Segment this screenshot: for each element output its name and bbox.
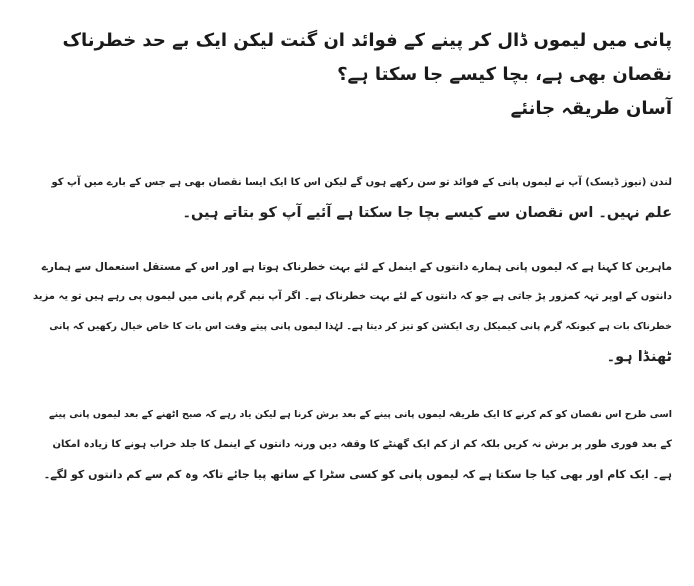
paragraph-2-line-4: ٹھنڈا ہو۔ (606, 349, 672, 365)
paragraph-3-line-3: ہے۔ ایک کام اور بھی کیا جا سکتا ہے کہ لیموں پانی کو کسی سٹرا کے ساتھ پیا جائے تاکہ وہ کم سے کم دانتوں کو لگے۔ (43, 468, 672, 481)
article-paragraph-1 (22, 168, 672, 228)
article-headline (22, 24, 672, 126)
paragraph-1-line-2: علم نہیں۔ اس نقصان سے کیسے بچا جا سکتا ہے آئیے آپ کو بتاتے ہیں۔ (182, 205, 672, 221)
article-paragraph-2 (22, 252, 672, 372)
paragraph-3-line-2: کے بعد فوری طور پر برش نہ کریں بلکہ کم از کم ایک گھنٹے کا وقفہ دیں ورنہ دانتوں کے اینمل کا جلد خراب ہونے کا زیادہ امکان (52, 439, 672, 450)
paragraph-3-line-1: اسی طرح اس نقصان کو کم کرنے کا ایک طریقہ لیموں پانی پینے کے بعد برش کرنا ہے لیکن یاد رہے کہ صبح اٹھنے کے بعد لیموں پانی پینے (49, 409, 672, 420)
paragraph-2-line-2: دانتوں کے اوپر تہہ کمزور پڑ جاتی ہے جو کہ دانتوں کے لئے بہت خطرناک ہے۔ اگر آپ نیم گرم پانی میں لیموں پی رہے ہیں تو یہ مزید (33, 291, 672, 302)
headline-line-1: پانی میں لیموں ڈال کر پینے کے فوائد ان گنت لیکن ایک بے حد خطرناک نقصان بھی ہے، بچا کیسے جا سکتا ہے؟ (62, 30, 672, 85)
headline-line-2: آسان طریقہ جانئے (510, 98, 672, 119)
paragraph-1-line-1: لندن (نیوز ڈیسک) آپ نے لیموں پانی کے فوائد تو سن رکھے ہوں گے لیکن اس کا ایک ایسا نقصان بھی ہے جس کے بارے میں آپ کو (51, 177, 672, 188)
article (22, 24, 672, 490)
paragraph-2-line-1: ماہرین کا کہنا ہے کہ لیموں پانی ہمارے دانتوں کے اینمل کے لئے بہت خطرناک ہوتا ہے اور اس کے مستقل استعمال سے ہمارے (41, 261, 672, 273)
article-paragraph-3 (22, 400, 672, 490)
paragraph-2-line-3: خطرناک بات ہے کیونکہ گرم پانی کیمیکل ری ایکشن کو تیز کر دیتا ہے۔ لہٰذا لیموں پانی پیتے وقت اس بات کا خاص خیال رکھیں کہ پانی (49, 321, 672, 332)
